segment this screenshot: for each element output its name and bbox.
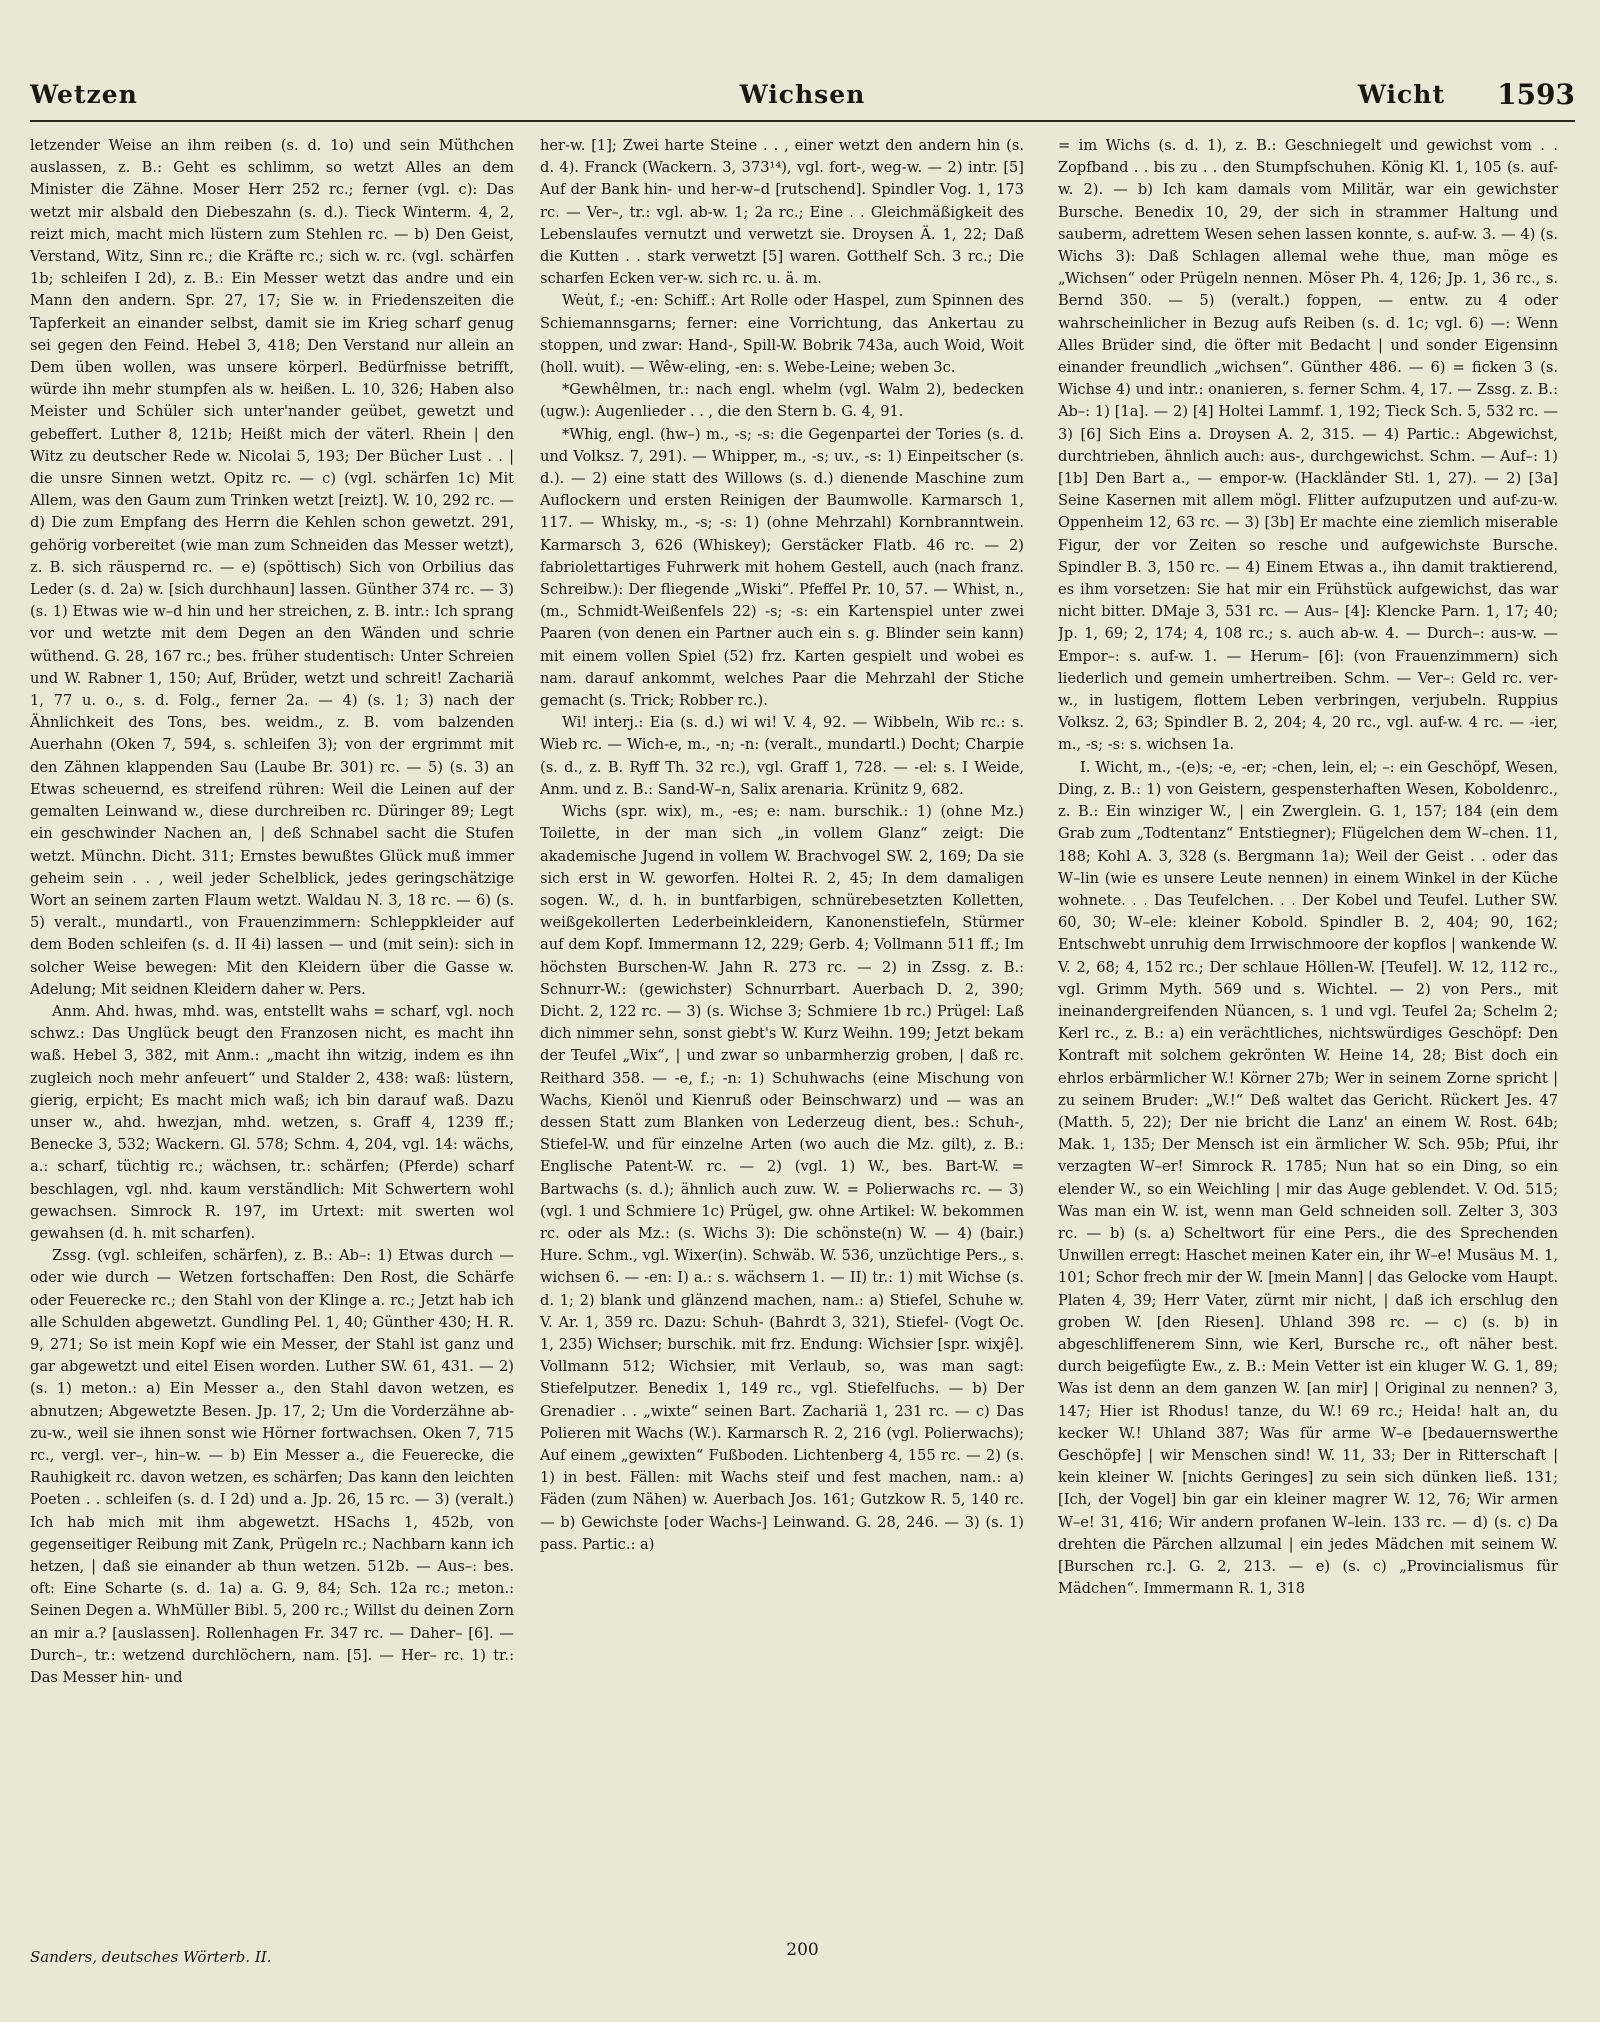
paragraph: I. Wicht, m., -(e)s; -e, -er; -chen, lein, el; –: ein Geschöpf, Wesen, Ding, z. B.: 1) von Geistern, gespensterhaften Wesen, Koboldenrc., z. B.: Ein winziger W., | ein Zwerglein. G. 1, 157; 184 (ein dem Grab zum „Todtentanz“ Entstiegner); Flügelchen dem W–chen. 11, 188; Kohl A. 3, 328 (s. Bergmann 1a); Weil der Geist . . oder das W–lin (wie es unsere Leute nennen) in einem Winkel in der Küche wohnete. . . Das Teufelchen. . . Der Kobel und Teufel. Luther SW. 60, 30; W–ele: kleiner Kobold. Spindler B. 2, 404; 90, 162; Entschwebt unruhig dem Irrwischmoore der kopflos | wankende W. V. 2, 68; 4, 152 rc.; Der schlaue Höllen-W. [Teufel]. W. 12, 112 rc., vgl. Grimm Myth. 569 und s. Wichtel. — 2) von Pers., mit ineinandergreifenden Nüancen, s. 1 und vgl. Teufel 2a; Schelm 2; Kerl rc., z. B.: a) ein verächtliches, nichtswürdiges Geschöpf: Den Kontraft mit solchem gekrönten W. Heine 14, 28; Bist doch ein ehrlos erbärmlicher W.! Körner 27b; Wer in seinem Zorne spricht | zu seinem Bruder: „W.!“ Deß waltet das Gericht. Rückert Jes. 47 (Matth. 5, 22); Der nie bricht die Lanz' an einem W. Rost. 64b; Mak. 1, 135; Der Mensch ist ein ärmlicher W. Sch. 95b; Pfui, ihr verzagten W–er! Simrock R. 1785; Nun hat so ein Ding, so ein elender W., so ein Weichling | mir das Auge geblendet. V. Od. 515; Was man ein W. ist, wenn man Geld schneiden soll. Zelter 3, 303 rc. — b) (s. a) Scheltwort für eine Pers., die des Sprechenden Unwillen erregt: Haschet meinen Kater ein, ihr W–e! Musäus M. 1, 101; Schor frech mir der W. [mein Mann] | das Gelocke vom Haupt. Platen 4, 39; Herr Vater, zürnt mir nicht, | daß ich erschlug den groben W. [den Riesen]. Uhland 398 rc. — c) (s. b) in abgeschliffenerem Sinn, wie Kerl, Bursche rc., oft näher best. durch beigefügte Ew., z. B.: Mein Vetter ist ein kluger W. G. 1, 89; Was ist denn an dem ganzen W. [an mir] | Original zu nennen? 3, 147; Hier ist Rhodus! tanze, du W.! 69 rc.; Heida! halt an, du kecker W.! Uhland 387; Was für arme W–e [bedauernswerthe Geschöpfe] | wir Menschen sind! W. 11, 33; Der in Ritterschaft | kein kleiner W. [nichts Geringes] zu sein sich dünken ließ. 131; [Ich, der Vogel] bin gar ein kleiner magrer W. 12, 76; Wir armen W–e! 31, 416; Wir andern profanen W–lein. 133 rc. — d) (s. c) Da drehten die Pärchen allzumal | ein jedes Mädchen mit seinem W. [Burschen rc.]. G. 2, 213. — e) (s. c) „Provincialismus für Mädchen“. Immermann R. 1, 318 <box>1058 758 1558 1598</box>
paragraph: *Whig, engl. (hw–) m., -s; -s: die Gegenpartei der Tories (s. d. und Volksz. 7, 291). — Whipper, m., -s; uv., -s: 1) Einpeitscher (s. d.). — 2) eine statt des Willows (s. d.) dienende Maschine zum Auflockern und ersten Reinigen der Baumwolle. Karmarsch 1, 117. — Whisky, m., -s; -s: 1) (ohne Mehrzahl) Kornbranntwein. Karmarsch 3, 626 (Whiskey); Gerstäcker Flatb. 46 rc. — 2) fabriolettartiges Fuhrwerk mit hohem Gestell, auch (nach franz. Schreibw.): Der fliegende „Wiski“. Pfeffel Pr. 10, 57. — Whist, n., (m., Schmidt-Weißenfels 22) -s; -s: ein Kartenspiel unter zwei Paaren (von denen ein Partner auch ein s. g. Blinder sein kann) mit einem vollen Spiel (52) frz. Karten gespielt und wobei es nam. darauf ankommt, welches Paar die Mehrzahl der Stiche gemacht (s. Trick; Robber rc.). <box>540 425 1024 710</box>
right-headword: Wicht <box>1357 80 1445 109</box>
paragraph: Wichs (spr. wix), m., -es; e: nam. burschik.: 1) (ohne Mz.) Toilette, in der man sich „in vollem Glanz“ zeigt: Die akademische Jugend in vollem W. Brachvogel SW. 2, 169; Da sie sich erst in W. geworfen. Holtei R. 2, 45; In dem damaligen sogen. W., d. h. in buntfarbigen, schnürebesetzten Kolletten, weißgekollerten Lederbeinkleidern, Kanonenstiefeln, Stürmer auf dem Kopf. Immermann 12, 229; Gerb. 4; Vollmann 511 ff.; Im höchsten Burschen-W. Jahn R. 273 rc. — 2) in Zssg. z. B.: Schnurr-W.: (gewichster) Schnurrbart. Auerbach D. 2, 390; Dicht. 2, 122 rc. — 3) (s. Wichse 3; Schmiere 1b rc.) Prügel: Laß dich nimmer sehn, sonst giebt's W. Kurz Weihn. 199; Jetzt bekam der Teufel „Wix“, | und zwar so unbarmherzig groben, | daß rc. Reithard 358. — -e, f.; -n: 1) Schuhwachs (eine Mischung von Wachs, Kienöl und Kienruß oder Beinschwarz) und — was an dessen Statt zum Blanken von Lederzeug dient, bes.: Schuh-, Stiefel-W. und für einzelne Arten (wo auch die Mz. gilt), z. B.: Englische Patent-W. rc. — 2) (vgl. 1) W., bes. Bart-W. = Bartwachs (s. d.); ähnlich auch zuw. W. = Polierwachs rc. — 3) (vgl. 1 und Schmiere 1c) Prügel, gw. ohne Artikel: W. bekommen rc. oder als Mz.: (s. Wichs 3): Die schönste(n) W. — 4) (bair.) Hure. Schm., vgl. Wixer(in). Schwäb. W. 536, unzüchtige Pers., s. wichsen 6. — -en: I) a.: s. wächsern 1. — II) tr.: 1) mit Wichse (s. d. 1; 2) blank und glänzend machen, nam.: a) Stiefel, Schuhe w. V. Ar. 1, 359 rc. Dazu: Schuh- (Bahrdt 3, 321), Stiefel- (Vogt Oc. 1, 235) Wichser; burschik. mit frz. Endung: Wichsier [spr. wixjê]. Vollmann 512; Wichsier, mit Verlaub, so, was man sagt: Stiefelputzer. Benedix 1, 149 rc., vgl. Stiefelfuchs. — b) Der Grenadier . . „wixte“ seinen Bart. Zachariä 1, 231 rc. — c) Das Polieren mit Wachs (W.). Karmarsch R. 2, 216 (vgl. Polierwachs); Auf einem „gewixten“ Fußboden. Lichtenberg 4, 155 rc. — 2) (s. 1) in best. Fällen: mit Wachs steif und fest machen, nam.: a) Fäden (zum Nähen) w. Auerbach Jos. 161; Gutzkow R. 5, 140 rc. — b) Gewichste [oder Wachs-] Leinwand. G. 28, 246. — 3) (s. 1) pass. Partic.: a) <box>540 803 1024 1553</box>
left-headword: Wetzen <box>30 80 138 109</box>
paragraph: *Gewhêlmen, tr.: nach engl. whelm (vgl. Walm 2), bedecken (ugw.): Augenlieder . . , die den Stern b. G. 4, 91. <box>540 381 1024 421</box>
paragraph: = im Wichs (s. d. 1), z. B.: Geschniegelt und gewichst vom . . Zopfband . . bis zu . . den Stumpfschuhen. König Kl. 1, 105 (s. auf-w. 2). — b) Ich kam damals vom Militär, war ein gewichster Bursche. Benedix 10, 29, der sich in strammer Haltung und sauberm, adrettem Wesen sehen lassen konnte, s. auf-w. 3. — 4) (s. Wichs 3): Daß Schlagen allemal wehe thue, man möge es „Wichsen“ oder Prügeln nennen. Möser Ph. 4, 126; Jp. 1, 36 rc., s. Bernd 350. — 5) (veralt.) foppen, — entw. zu 4 oder wahrscheinlicher in Bezug aufs Reiben (s. d. 1c; vgl. 6) —: Wenn Alles Brüder sind, die öfter mit Bedacht | und sonder Eigensinn einander freundlich „wichsen“. Günther 486. — 6) = ficken 3 (s. Wichse 4) und intr.: onanieren, s. ferner Schm. 4, 17. — Zssg. z. B.: Ab–: 1) [1a]. — 2) [4] Holtei Lammf. 1, 192; Tieck Sch. 5, 532 rc. — 3) [6] Sich Eins a. Droysen A. 2, 315. — 4) Partic.: Abgewichst, durchtrieben, ähnlich auch: aus-, durchgewichst. Schm. — Auf–: 1) [1b] Den Bart a., — empor-w. (Hackländer Stl. 1, 27). — 2) [3a] Seine Kasernen mit allem mögl. Flitter aufzuputzen und auf-zu-w. Oppenheim 12, 63 rc. — 3) [3b] Er machte eine ziemlich miserable Figur, der vor Zeiten so resche und aufgewichste Bursche. Spindler B. 3, 150 rc. — 4) Einem Etwas a., ihn damit traktierend, es ihm vorsetzen: Sie hat mir ein Frühstück aufgewichst, das war nicht bitter. DMaje 3, 531 rc. — Aus– [4]: Klencke Parn. 1, 17; 40; Jp. 1, 69; 2, 174; 4, 108 rc.; s. auch ab-w. 4. — Durch–: aus-w. — Empor–: s. auf-w. 1. — Herum– [6]: (von Frauenzimmern) sich liederlich und gemein umhertreiben. Schm. — Ver–: Geld rc. ver-w., in lustigem, flottem Leben verbringen, verjubeln. Ruppius Volksz. 2, 63; Spindler B. 2, 204; 4, 20 rc., vgl. auf-w. 4 rc. — -ier, m., -s; -s: s. wichsen 1a. <box>1058 137 1558 754</box>
page-number: 1593 <box>1497 78 1575 111</box>
paragraph: Wi! interj.: Eia (s. d.) wi wi! V. 4, 92. — Wibbeln, Wib rc.: s. Wieb rc. — Wich-e, m., -n; -n: (veralt., mundartl.) Docht; Charpie (s. d., z. B. Ryff Th. 32 rc.), vgl. Graff 1, 728. — -el: s. I Weide, Anm. und z. B.: Sand-W–n, Salix arenaria. Krünitz 9, 682. <box>540 714 1024 798</box>
paragraph: her-w. [1]; Zwei harte Steine . . , einer wetzt den andern hin (s. d. 4). Franck (Wackern. 3, 373¹⁴), vgl. fort-, weg-w. — 2) intr. [5] Auf der Bank hin- und her-w–d [rutschend]. Spindler Vog. 1, 173 rc. — Ver–, tr.: vgl. ab-w. 1; 2a rc.; Eine . . Gleichmäßigkeit des Lebenslaufes vernutzt und verwetzt sie. Droysen Ä. 1, 22; Daß die Kutten . . stark verwetzt [5] waren. Gotthelf Sch. 3 rc.; Die scharfen Ecken ver-w. sich rc. u. ä. m. <box>540 137 1024 288</box>
paragraph: Zssg. (vgl. schleifen, schärfen), z. B.: Ab–: 1) Etwas durch — oder wie durch — Wetzen fortschaffen: Den Rost, die Schärfe oder Feuerecke rc.; den Stahl von der Klinge a. rc.; Jetzt hab ich alle Schulden abgewetzt. Gundling Pel. 1, 40; Günther 430; H. R. 9, 271; So ist mein Kopf wie ein Messer, der Stahl ist ganz und gar abgewetzt und eitel Eisen worden. Luther SW. 61, 431. — 2) (s. 1) meton.: a) Ein Messer a., den Stahl davon wetzen, es abnutzen; Abgewetzte Besen. Jp. 17, 2; Um die Vorderzähne ab-zu-w., weil sie ihnen sonst wie Hörner fortwachsen. Oken 7, 715 rc., vergl. ver–, hin–w. — b) Ein Messer a., die Feuerecke, die Rauhigkeit rc. davon wetzen, es schärfen; Das kann den leichten Poeten . . schleifen (s. d. I 2d) und a. Jp. 26, 15 rc. — 3) (veralt.) Ich hab mich mit ihm abgewetzt. HSachs 1, 452b, von gegenseitiger Reibung mit Zank, Prügeln rc.; Nachbarn kann ich hetzen, | daß sie einander ab thun wetzen. 512b. — Aus–: bes. oft: Eine Scharte (s. d. 1a) a. G. 9, 84; Sch. 12a rc.; meton.: Seinen Degen a. WhMüller Bibl. 5, 200 rc.; Willst du deinen Zorn an mir a.? [auslassen]. Rollenhagen Fr. 347 rc. — Daher– [6]. — Durch–, tr.: wetzend durchlöchern, nam. [5]. — Her– rc. 1) tr.: Das Messer hin- und <box>30 1247 514 1687</box>
paragraph: Anm. Ahd. hwas, mhd. was, entstellt wahs = scharf, vgl. noch schwz.: Das Unglück beugt den Franzosen nicht, es macht ihn waß. Hebel 3, 382, mit Anm.: „macht ihn witzig, indem es ihn zugleich noch mehr anfeuert“ und Stalder 2, 438: waß: lüstern, gierig, erpicht; Es macht mich waß; ich bin darauf waß. Dazu unser w., ahd. hwezjan, mhd. wetzen, s. Graff 4, 1239 ff.; Benecke 3, 532; Wackern. Gl. 578; Schm. 4, 204, vgl. 14: wächs, a.: scharf, tüchtig rc.; wächsen, tr.: schärfen; (Pferde) scharf beschlagen, vgl. nhd. kaum verständlich: Mit Schwertern wohl gewachsen. Simrock R. 197, im Urtext: mit swerten wol gewahsen (d. h. mit scharfen). <box>30 1002 514 1242</box>
paragraph: letzender Weise an ihm reiben (s. d. 1o) und sein Müthchen auslassen, z. B.: Geht es schlimm, so wetzt Alles an dem Minister die Zähne. Moser Herr 252 rc.; ferner (vgl. c): Das wetzt mir alsbald den Diebeszahn (s. d.). Tieck Winterm. 4, 2, reizt mich, macht mich lüstern zum Stehlen rc. — b) Den Geist, Verstand, Witz, Sinn rc.; die Kräfte rc.; sich w. rc. (vgl. schärfen 1b; schleifen I 2d), z. B.: Ein Messer wetzt das andre und ein Mann den andern. Spr. 27, 17; Sie w. in Friedenszeiten die Tapferkeit an einander selbst, damit sie im Krieg scharf genug sei gegen den Feind. Hebel 3, 418; Den Verstand nur allein an Dem üben wollen, was unsere körperl. Bedürfnisse betrifft, würde ihn mehr stumpfen als w. heißen. L. 10, 326; Haben also Meister und Schüler sich unter'nander geübet, gewetzt und gebeffert. Luther 8, 121b; Heißt mich der väterl. Rhein | den Witz zu deutscher Rede w. Nicolai 5, 193; Der Bücher Lust . . | die unsre Sinnen wetzt. Opitz rc. — c) (vgl. schärfen 1c) Mit Allem, was den Gaum zum Trinken wetzt [reizt]. W. 10, 292 rc. — d) Die zum Empfang des Herrn die Kehlen schon gewetzt. 291, gehörig vorbereitet (wie man zum Schneiden das Messer wetzt), z. B. sich räuspernd rc. — e) (spöttisch) Sich von Orbilius das Leder (s. d. 2a) w. [sich durchhaun] lassen. Günther 374 rc. — 3) (s. 1) Etwas wie w–d hin und her streichen, z. B. intr.: Ich sprang vor und wetzte mit dem Degen an den Wänden und schrie wüthend. G. 28, 167 rc.; bes. früher studentisch: Unter Schreien und W. Rabner 1, 150; Auf, Brüder, wetzt und schreit! Zachariä 1, 77 u. o., s. d. Folg., ferner 2a. — 4) (s. 1; 3) nach der Ähnlichkeit des Tons, bes. weidm., z. B. vom balzenden Auerhahn (Oken 7, 594, s. schleifen 3); von der ergrimmt mit den Zähnen klappenden Sau (Laube Br. 301) rc. — 5) (s. 3) an Etwas scheuernd, es streifend rühren: Weil die Leinen auf der gemalten Leinwand w., diese durchreiben rc. Düringer 89; Legt ein geschwinder Nachen an, | deß Schnabel sacht die Stufen wetzt. Münchn. Dicht. 311; Ernstes bewußtes Glück muß immer geheim sein . . , weil jeder Schelblick, jedes geringschätzige Wort an seinem zarten Flaum wetzt. Waldau N. 3, 18 rc. — 6) (s. 5) veralt., mundartl., von Frauenzimmern: Schleppkleider auf dem Boden schleifen (s. d. II 4i) lassen — und (mit sein): sich in solcher Weise bewegen: Mit den Kleidern über die Gasse w. Adelung; Mit seidnen Kleidern daher w. Pers. <box>30 137 514 998</box>
column-middle <box>540 135 1024 1935</box>
page-footer <box>30 1940 1575 1978</box>
column-right <box>1058 135 1558 1935</box>
paragraph: Weu̇t, f.; -en: Schiff.: Art Rolle oder Haspel, zum Spinnen des Schiemannsgarns; ferner: eine Vorrichtung, das Ankertau zu stoppen, und zwar: Hand-, Spill-W. Bobrik 743a, auch Woid, Woit (holl. wuit). — Wêw-eling, -en: s. Webe-Leine; weben 3c. <box>540 292 1024 377</box>
running-header <box>30 74 1575 122</box>
source-line: Sanders, deutsches Wörterb. II. <box>30 1948 272 1966</box>
column-left <box>30 135 514 1935</box>
signature-mark: 200 <box>786 1940 819 1960</box>
center-headword: Wichsen <box>739 80 866 109</box>
